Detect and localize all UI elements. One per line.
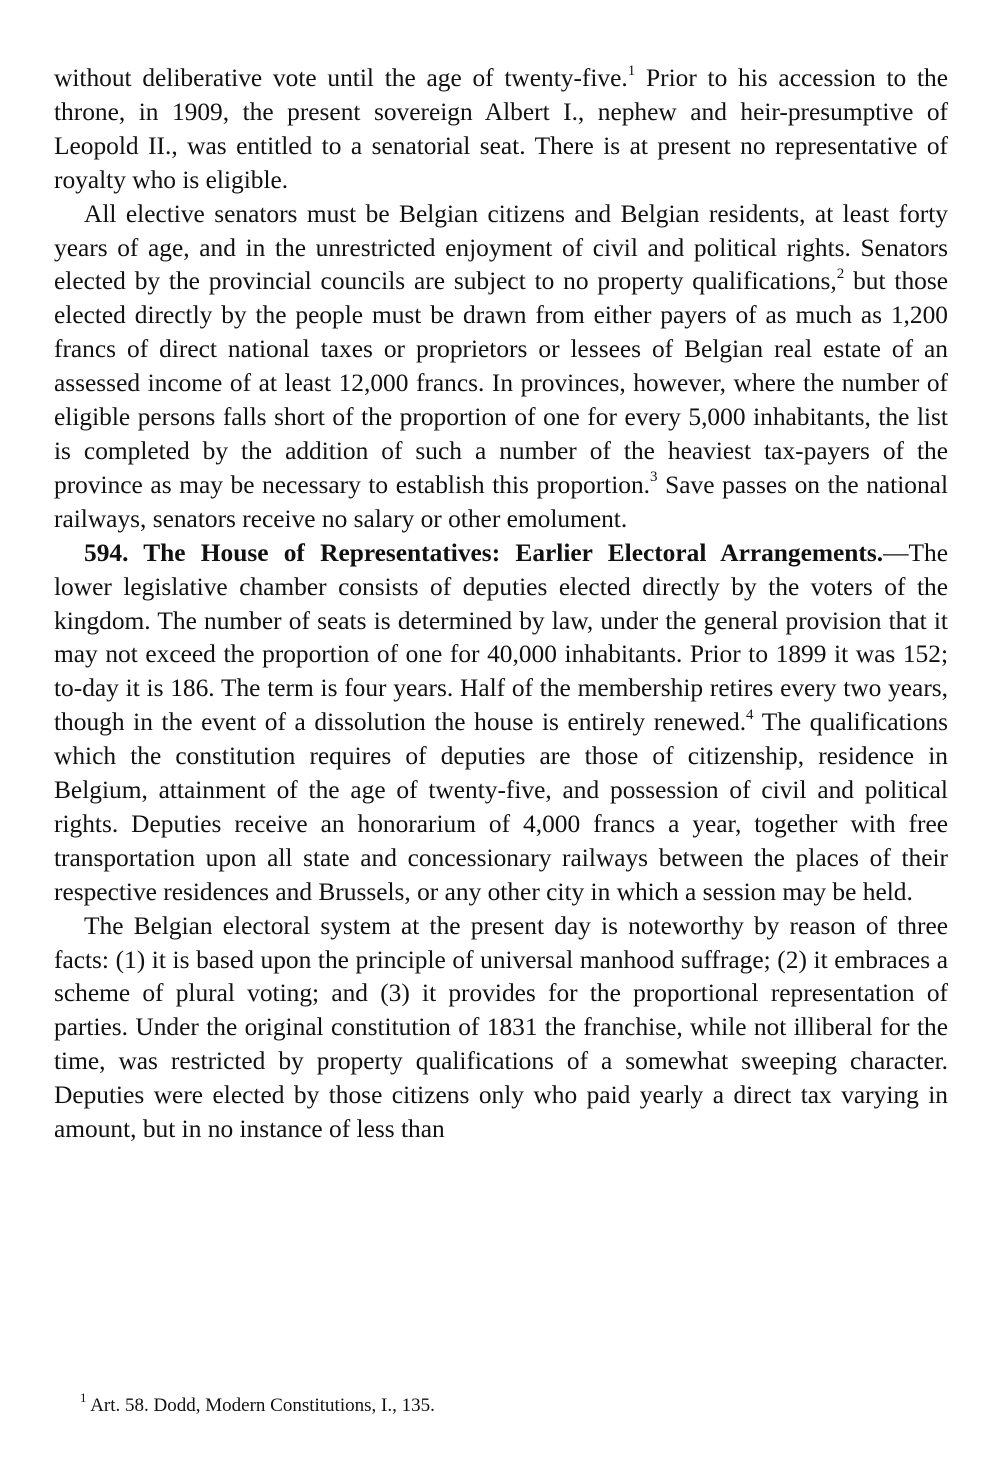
footnote-ref-1: 1 bbox=[627, 62, 636, 79]
footnote-marker: 1 bbox=[80, 1389, 87, 1405]
footnote-text: Art. 58. Dodd, Modern Constitutions, I., 135. bbox=[86, 1395, 435, 1416]
text-segment: The Belgian electoral system at the present day is noteworthy by reason of three facts: (1) it is based upon the principle of universal manhood suffrage; (2) it embraces a scheme of plural voting; and (3) it provides for the proportional representation of parties. Under the original constitution of 1831 the franchise, while not illiberal for the time, was restricted by property qualifications of a somewhat sweeping character. Deputies were elected by those citizens only who paid yearly a direct tax varying in amount, but in no instance of less than bbox=[54, 911, 948, 1144]
page-body bbox=[54, 62, 948, 1147]
text-segment: but those elected directly by the people must be drawn from either payers of as much as 1,200 francs of direct national taxes or proprietors or lessees of Belgian real estate of an assessed income of at least 12,000 francs. In provinces, however, where the number of eligible persons falls short of the proportion of one for every 5,000 inhabitants, the list is completed by the addition of such a number of the heaviest tax-payers of the province as may be necessary to establish this proportion. bbox=[54, 267, 948, 499]
paragraph-elective-senators bbox=[54, 198, 948, 537]
text-segment: The qualifications which the constitution requires of deputies are those of citizenship, residence in Belgium, attainment of the age of twenty-five, and possession of civil and political rights. Deputies receive an honorarium of 4,000 francs a year, together with free transportation upon all state and concessionary railways between the places of their respective residences and Brussels, or any other city in which a session may be held. bbox=[54, 708, 948, 906]
section-heading-594: 594. The House of Representatives: Earlier Electoral Arrangements. bbox=[84, 538, 884, 567]
text-segment: Save passes on the national railways, senators receive no salary or other emolument. bbox=[54, 470, 948, 533]
footnote-ref-2: 2 bbox=[836, 265, 845, 282]
text-segment: —The lower legislative chamber consists of deputies elected directly by the voters of the kingdom. The number of seats is determined by law, under the general provision that it may not exceed the proportion of one for 40,000 inhabitants. Prior to 1899 it was 152; to-day it is 186. The term is four years. Half of the membership retires every two years, though in the event of a dissolution the house is entirely renewed. bbox=[54, 538, 948, 737]
text-segment: Prior to his accession to the throne, in 1909, the present sovereign Albert I., nephew and heir-presumptive of Leopold II., was entitled to a senatorial seat. There is at present no representative of royalty who is eligible. bbox=[54, 64, 948, 194]
footnote-ref-3: 3 bbox=[650, 469, 658, 486]
paragraph-electoral-system bbox=[54, 910, 948, 1147]
paragraph-house-of-representatives bbox=[54, 537, 948, 910]
text-segment: without deliberative vote until the age of twenty-five. bbox=[54, 64, 628, 92]
footnote bbox=[80, 1389, 435, 1417]
text-segment: All elective senators must be Belgian citizens and Belgian residents, at least forty years of age, and in the unrestricted enjoyment of civil and political rights. Senators elected by the provincial councils are subject to no property qualifications, bbox=[54, 199, 948, 296]
paragraph-royal-senators bbox=[54, 62, 948, 198]
footnote-ref-4: 4 bbox=[746, 706, 754, 723]
